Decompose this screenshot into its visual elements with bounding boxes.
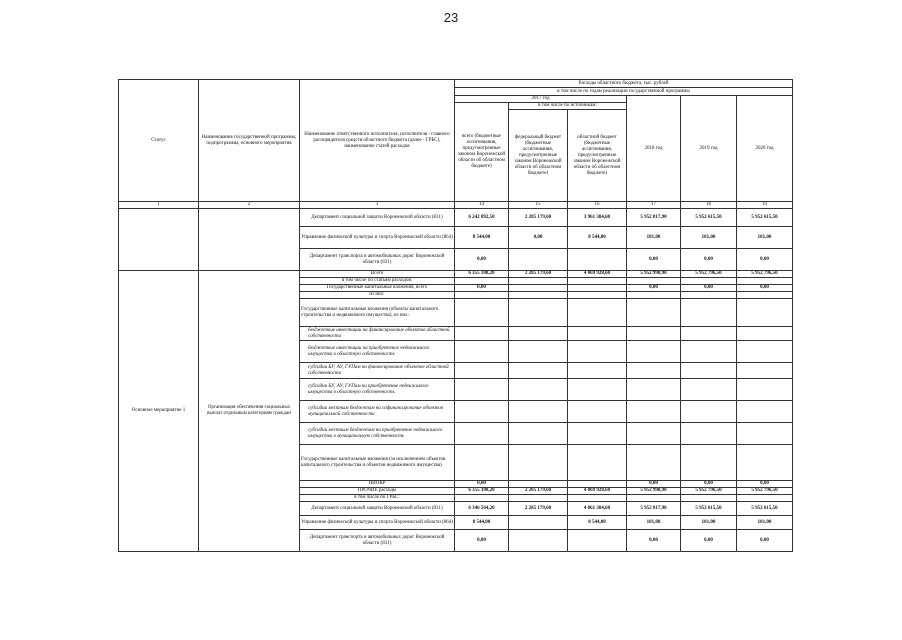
page-number: 23 xyxy=(443,10,459,25)
value-cell: 0,00 xyxy=(627,285,681,292)
value-cell: 8 544,00 xyxy=(455,516,509,530)
value-cell xyxy=(681,401,737,423)
value-cell: 5 952 615,50 xyxy=(737,209,793,227)
header-program-name: Наименование государственной программы, подпрограммы, основного мероприятия xyxy=(199,80,300,202)
value-cell: 0,00 xyxy=(455,530,509,552)
value-cell: 0,00 xyxy=(455,249,509,271)
value-cell: 0,00 xyxy=(737,530,793,552)
value-cell xyxy=(455,423,509,445)
value-cell xyxy=(681,445,737,481)
value-cell xyxy=(568,292,627,299)
value-cell: 0,00 xyxy=(681,530,737,552)
value-cell xyxy=(737,341,793,363)
table-row xyxy=(119,271,793,278)
value-cell: 6 346 564,20 xyxy=(455,502,509,516)
value-cell: 0,00 xyxy=(681,285,737,292)
value-cell xyxy=(627,292,681,299)
row-label: Управление физической культуры и спорта Воронежской области (864) xyxy=(300,516,455,530)
row-label: Департамент социальной защиты Воронежской области (831) xyxy=(300,209,455,227)
value-cell: 0,00 xyxy=(681,481,737,488)
value-cell xyxy=(681,278,737,285)
value-cell xyxy=(627,278,681,285)
value-cell xyxy=(681,363,737,379)
value-cell: 6 355 108,20 xyxy=(455,271,509,278)
value-cell xyxy=(568,481,627,488)
value-cell xyxy=(737,278,793,285)
value-cell xyxy=(627,363,681,379)
value-cell xyxy=(568,299,627,327)
colnum: 14 xyxy=(455,202,509,209)
table-row xyxy=(119,209,793,227)
value-cell: 8 544,00 xyxy=(455,227,509,249)
value-cell xyxy=(737,401,793,423)
value-cell xyxy=(509,516,568,530)
value-cell xyxy=(509,285,568,292)
header-total-2017: всего (бюджетные ассигнования, предусмотренные законом Воронежской области об областном бюджете) xyxy=(455,103,509,202)
header-2017: 2017 год xyxy=(455,96,627,103)
value-cell xyxy=(681,327,737,341)
colnum: 3 xyxy=(300,202,455,209)
value-cell: 0,00 xyxy=(627,530,681,552)
value-cell: 3 961 384,60 xyxy=(568,209,627,227)
value-cell xyxy=(627,495,681,502)
value-cell xyxy=(568,401,627,423)
value-cell: 181,00 xyxy=(737,227,793,249)
colnum: 17 xyxy=(627,202,681,209)
value-cell xyxy=(455,379,509,401)
header-expenses: Расходы областного бюджета, тыс. рублей xyxy=(455,80,793,88)
header-2019: 2019 год xyxy=(681,96,737,202)
value-cell xyxy=(737,292,793,299)
value-cell xyxy=(509,299,568,327)
value-cell xyxy=(737,299,793,327)
value-cell xyxy=(455,401,509,423)
value-cell: 5 952 796,50 xyxy=(681,271,737,278)
value-cell: 5 952 817,90 xyxy=(627,209,681,227)
row-label: субсидии местным бюджетам на софинансирование объектов муниципальной собственности xyxy=(300,401,455,423)
value-cell: 4 061 384,60 xyxy=(568,502,627,516)
value-cell: 181,00 xyxy=(681,516,737,530)
value-cell: 8 544,00 xyxy=(568,516,627,530)
colnum: 19 xyxy=(737,202,793,209)
value-cell: 0,00 xyxy=(737,481,793,488)
row-label: Департамент социальной защиты Воронежской области (831) xyxy=(300,502,455,516)
row-label: субсидии местным бюджетам на приобретение недвижимого имущества в муниципальную собственность xyxy=(300,423,455,445)
value-cell: 0,00 xyxy=(509,227,568,249)
value-cell xyxy=(737,495,793,502)
value-cell: 181,00 xyxy=(737,516,793,530)
header-incl-sources: в том числе по источникам: xyxy=(509,103,627,110)
value-cell xyxy=(737,363,793,379)
value-cell xyxy=(509,249,568,271)
value-cell xyxy=(681,292,737,299)
value-cell xyxy=(509,327,568,341)
value-cell: 2 285 179,60 xyxy=(509,502,568,516)
value-cell xyxy=(509,481,568,488)
value-cell xyxy=(568,379,627,401)
value-cell: 5 952 615,50 xyxy=(737,502,793,516)
value-cell xyxy=(681,495,737,502)
value-cell: 5 952 998,90 xyxy=(627,271,681,278)
row-label: бюджетные инвестиции на приобретение недвижимого имущества в областную собственность xyxy=(300,341,455,363)
row-label: из них: xyxy=(300,292,455,299)
value-cell xyxy=(681,299,737,327)
header-status: Статус xyxy=(119,80,199,202)
budget-table xyxy=(118,79,793,552)
value-cell xyxy=(455,299,509,327)
value-cell xyxy=(737,379,793,401)
value-cell xyxy=(509,379,568,401)
value-cell xyxy=(568,327,627,341)
colnum: 18 xyxy=(681,202,737,209)
value-cell xyxy=(568,363,627,379)
value-cell xyxy=(455,495,509,502)
value-cell xyxy=(455,278,509,285)
value-cell xyxy=(568,445,627,481)
value-cell: 2 285 179,60 xyxy=(509,271,568,278)
column-numbers-row xyxy=(119,202,793,209)
header-incl-year: в том числе по годам реализации государственной программы xyxy=(455,88,793,96)
row-label: Государственные капитальные вложения (объекты капитального строительства и недвижимого имущества), из них: xyxy=(300,299,455,327)
value-cell: 0,00 xyxy=(737,285,793,292)
value-cell: 0,00 xyxy=(627,481,681,488)
value-cell xyxy=(509,292,568,299)
row-label: ПРОЧИЕ расходы xyxy=(300,488,455,495)
value-cell: 181,00 xyxy=(681,227,737,249)
colnum: 15 xyxy=(509,202,568,209)
value-cell: 6 242 092,50 xyxy=(455,209,509,227)
value-cell xyxy=(509,278,568,285)
empty-program-cell xyxy=(199,209,300,271)
value-cell xyxy=(681,379,737,401)
row-label: Департамент транспорта и автомобильных дорог Воронежской области (831) xyxy=(300,530,455,552)
value-cell xyxy=(627,423,681,445)
value-cell: 0,00 xyxy=(627,249,681,271)
row-label: Всего xyxy=(300,271,455,278)
value-cell xyxy=(455,327,509,341)
value-cell xyxy=(509,495,568,502)
value-cell: 0,00 xyxy=(455,285,509,292)
event-name: Организация обеспечения социальных выплат отдельным категориям граждан xyxy=(199,271,300,552)
value-cell: 2 285 179,60 xyxy=(509,488,568,495)
header-regional: областной бюджет (бюджетные ассигнования, предусмотренные законом Воронежской области об областном бюджете) xyxy=(568,110,627,202)
value-cell xyxy=(681,341,737,363)
row-label: в том числе по статьям расходов: xyxy=(300,278,455,285)
value-cell xyxy=(627,299,681,327)
value-cell: 181,00 xyxy=(627,227,681,249)
value-cell xyxy=(627,445,681,481)
value-cell: 4 069 928,60 xyxy=(568,488,627,495)
row-label: Управление физической культуры и спорта Воронежской области (864) xyxy=(300,227,455,249)
value-cell xyxy=(737,327,793,341)
colnum: 16 xyxy=(568,202,627,209)
value-cell xyxy=(509,401,568,423)
value-cell xyxy=(737,445,793,481)
value-cell xyxy=(568,530,627,552)
value-cell xyxy=(568,495,627,502)
value-cell: 5 952 796,50 xyxy=(737,488,793,495)
value-cell: 2 285 179,60 xyxy=(509,209,568,227)
value-cell xyxy=(568,341,627,363)
row-label: бюджетные инвестиции на финансирование объектов областной собственности xyxy=(300,327,455,341)
value-cell: 0,00 xyxy=(737,249,793,271)
value-cell xyxy=(568,249,627,271)
value-cell xyxy=(455,341,509,363)
row-label: НИОКР xyxy=(300,481,455,488)
value-cell xyxy=(509,341,568,363)
colnum: 1 xyxy=(119,202,199,209)
header-2020: 2020 год xyxy=(737,96,793,202)
row-label: Государственные капитальные вложения, всего xyxy=(300,285,455,292)
header-federal: федеральный бюджет (бюджетные ассигнования, предусмотренные законом Воронежской области об областном бюджете) xyxy=(509,110,568,202)
value-cell xyxy=(509,445,568,481)
row-label: субсидии БУ, АУ, ГУПам на приобретение недвижимого имущества в областную собственность xyxy=(300,379,455,401)
value-cell: 5 952 796,50 xyxy=(737,271,793,278)
value-cell xyxy=(681,423,737,445)
value-cell xyxy=(627,379,681,401)
row-label: Департамент транспорта и автомобильных дорог Воронежской области (831) xyxy=(300,249,455,271)
value-cell: 5 952 615,50 xyxy=(681,502,737,516)
value-cell xyxy=(455,292,509,299)
value-cell xyxy=(568,278,627,285)
row-label: Государственные капитальные вложения (за исключением объектов капитального строительства и объектов недвижимого имущества) xyxy=(300,445,455,481)
value-cell: 0,00 xyxy=(681,249,737,271)
value-cell xyxy=(509,530,568,552)
value-cell xyxy=(455,363,509,379)
value-cell: 8 544,00 xyxy=(568,227,627,249)
value-cell xyxy=(627,341,681,363)
value-cell: 5 952 796,50 xyxy=(681,488,737,495)
header-executor: Наименование ответственного исполнителя, исполнителя - главного распорядителя средств областного бюджета (далее - ГРБС), наименование статей расходов xyxy=(300,80,455,202)
row-label: субсидии БУ, АУ, ГУПам на финансирование объектов областной собственности xyxy=(300,363,455,379)
value-cell: 6 355 108,20 xyxy=(455,488,509,495)
value-cell: 5 952 998,90 xyxy=(627,488,681,495)
value-cell xyxy=(627,327,681,341)
colnum: 2 xyxy=(199,202,300,209)
value-cell: 4 069 928,60 xyxy=(568,271,627,278)
value-cell xyxy=(737,423,793,445)
row-label: в том числе по ГРБС: xyxy=(300,495,455,502)
event-status: Основное мероприятие 1 xyxy=(119,271,199,552)
value-cell xyxy=(568,423,627,445)
value-cell xyxy=(627,401,681,423)
value-cell: 5 952 615,50 xyxy=(681,209,737,227)
header-2018: 2018 год xyxy=(627,96,681,202)
value-cell xyxy=(509,363,568,379)
value-cell xyxy=(568,285,627,292)
value-cell: 5 952 817,90 xyxy=(627,502,681,516)
empty-status-cell xyxy=(119,209,199,271)
value-cell: 181,00 xyxy=(627,516,681,530)
value-cell xyxy=(455,445,509,481)
value-cell xyxy=(509,423,568,445)
value-cell: 0,00 xyxy=(455,481,509,488)
